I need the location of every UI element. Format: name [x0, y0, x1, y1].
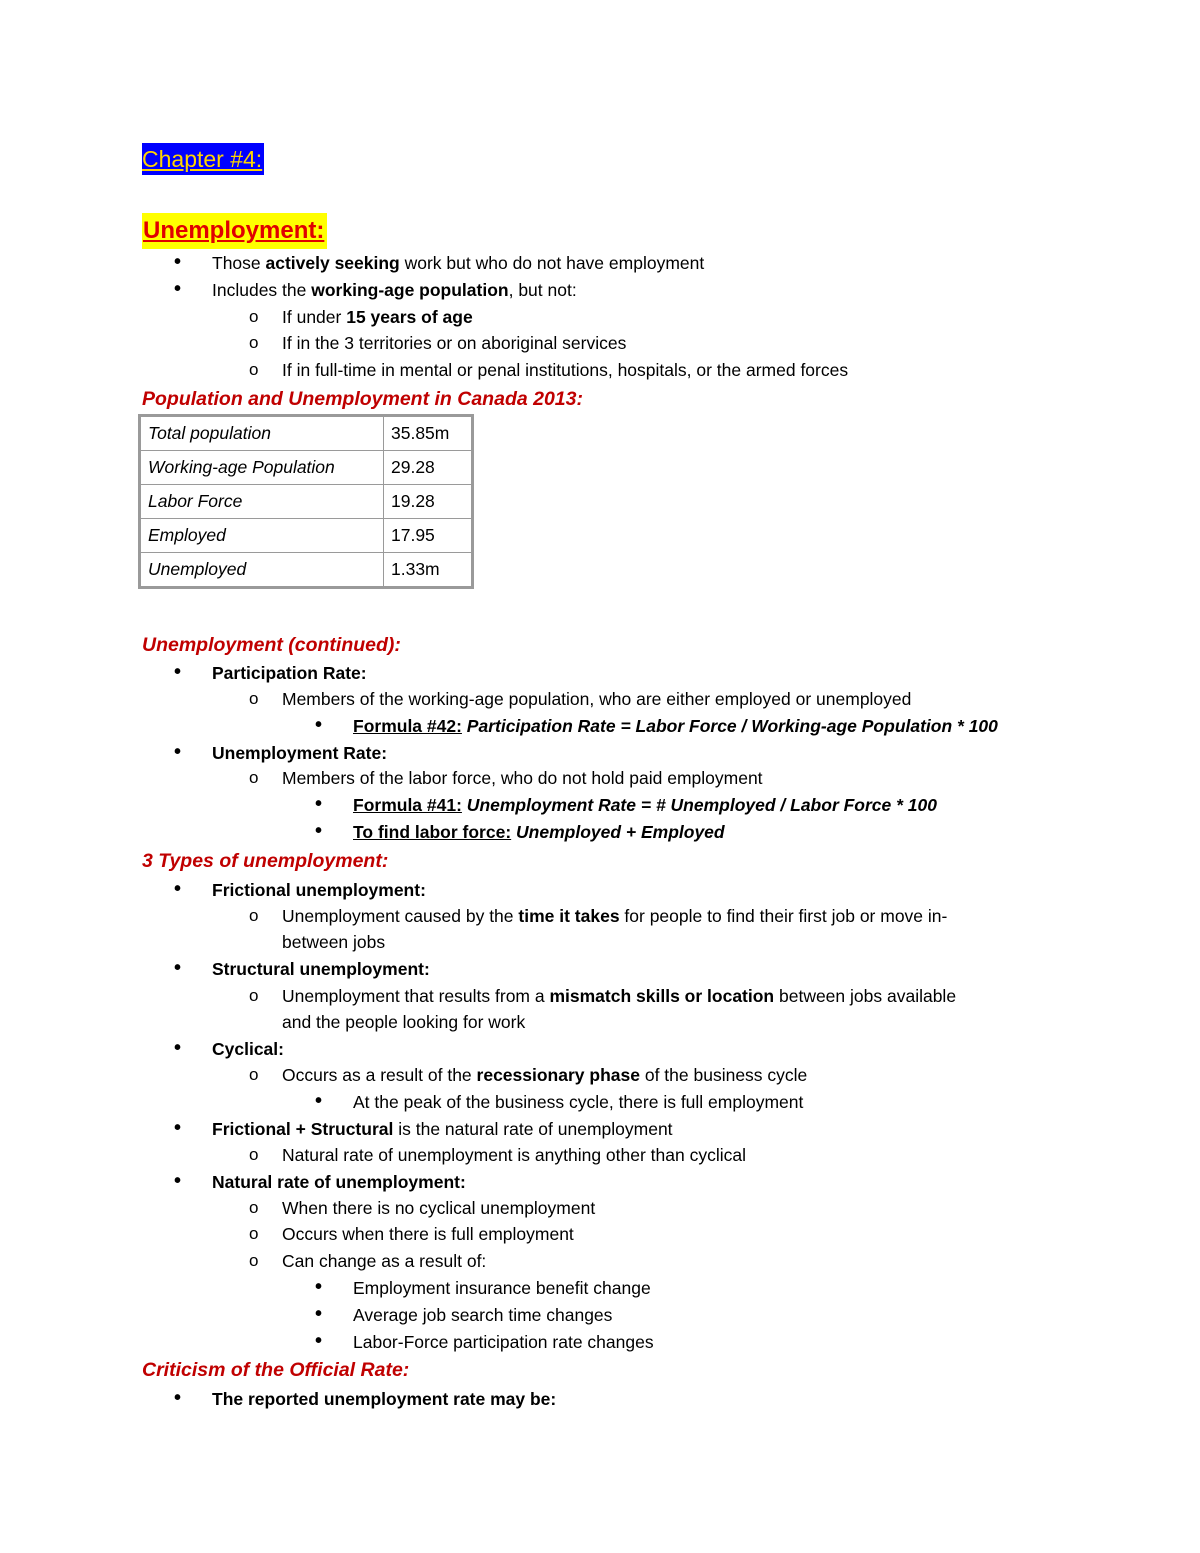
natural-sub2: Occurs when there is full employment — [282, 1224, 574, 1244]
frictional-label: Frictional unemployment: — [212, 880, 426, 900]
bullet-glyph: • — [174, 1117, 182, 1139]
natural-label: Natural rate of unemployment: — [212, 1172, 466, 1192]
sub-institutions: If in full-time in mental or penal institutions, hospitals, or the armed forces — [282, 360, 849, 380]
chapter-title: Chapter #4: — [142, 143, 264, 175]
frictional-def: Unemployment caused by the time it takes for people to find their first job or move in- — [282, 906, 948, 926]
criticism-heading: Criticism of the Official Rate: — [142, 1359, 410, 1381]
natural-sub3c: Labor-Force participation rate changes — [353, 1332, 654, 1352]
natural-sum: Frictional + Structural is the natural rate of unemployment — [212, 1119, 673, 1139]
bullet-glyph: • — [174, 741, 182, 763]
circle-glyph: o — [249, 360, 259, 379]
table-row: Unemployed 1.33m — [140, 553, 473, 588]
bullet-glyph: • — [315, 820, 323, 842]
natural-sub1: When there is no cyclical unemployment — [282, 1198, 596, 1218]
participation-rate-def: Members of the working-age population, who are either employed or unemployed — [282, 689, 912, 709]
table-row: Labor Force 19.28 — [140, 485, 473, 519]
population-table — [138, 414, 474, 589]
circle-glyph: o — [249, 307, 259, 326]
types-heading: 3 Types of unemployment: — [142, 850, 389, 872]
cyclical-label: Cyclical: — [212, 1039, 284, 1059]
bullet-glyph: • — [174, 957, 182, 979]
sub-under-15: If under 15 years of age — [282, 307, 473, 327]
bullet-glyph: • — [315, 1276, 323, 1298]
natural-sum-sub: Natural rate of unemployment is anything other than cyclical — [282, 1145, 746, 1165]
structural-def: Unemployment that results from a mismatch skills or location between jobs available — [282, 986, 957, 1006]
circle-glyph: o — [249, 768, 259, 787]
bullet-glyph: • — [174, 661, 182, 683]
circle-glyph: o — [249, 1198, 259, 1217]
bullet-glyph: • — [174, 278, 182, 300]
structural-def-cont: and the people looking for work — [282, 1012, 526, 1032]
circle-glyph: o — [249, 1224, 259, 1243]
bullet-glyph: • — [174, 251, 182, 273]
bullet-glyph: • — [315, 1303, 323, 1325]
unemployment-rate-def: Members of the labor force, who do not hold paid employment — [282, 768, 763, 788]
continued-heading: Unemployment (continued): — [142, 634, 401, 656]
bullet-glyph: • — [174, 1387, 182, 1409]
bullet-glyph: • — [174, 878, 182, 900]
circle-glyph: o — [249, 333, 259, 352]
table-row: Working-age Population 29.28 — [140, 451, 473, 485]
circle-glyph: o — [249, 689, 259, 708]
cyclical-def: Occurs as a result of the recessionary phase of the business cycle — [282, 1065, 808, 1085]
bullet-glyph: • — [315, 714, 323, 736]
labor-force-formula: To find labor force: Unemployed + Employed — [353, 822, 725, 842]
bullet-actively-seeking: Those actively seeking work but who do not have employment — [212, 253, 705, 273]
natural-sub3b: Average job search time changes — [353, 1305, 613, 1325]
sub-territories: If in the 3 territories or on aboriginal services — [282, 333, 627, 353]
participation-rate-label: Participation Rate: — [212, 663, 367, 683]
formula-41: Formula #41: Unemployment Rate = # Unemployed / Labor Force * 100 — [353, 795, 938, 815]
table-heading: Population and Unemployment in Canada 2013: — [142, 388, 583, 410]
bullet-glyph: • — [315, 1330, 323, 1352]
table-row: Employed 17.95 — [140, 519, 473, 553]
criticism-bullet: The reported unemployment rate may be: — [212, 1389, 557, 1409]
table-row: Total population 35.85m — [140, 416, 473, 451]
formula-42: Formula #42: Participation Rate = Labor Force / Working-age Population * 100 — [353, 716, 998, 736]
bullet-glyph: • — [315, 793, 323, 815]
circle-glyph: o — [249, 1145, 259, 1164]
bullet-working-age: Includes the working-age population, but not: — [212, 280, 577, 300]
circle-glyph: o — [249, 1251, 259, 1270]
frictional-def-cont: between jobs — [282, 932, 386, 952]
unemployment-rate-label: Unemployment Rate: — [212, 743, 388, 763]
circle-glyph: o — [249, 986, 259, 1005]
bullet-glyph: • — [174, 1037, 182, 1059]
cyclical-peak: At the peak of the business cycle, there is full employment — [353, 1092, 804, 1112]
circle-glyph: o — [249, 1065, 259, 1084]
circle-glyph: o — [249, 906, 259, 925]
structural-label: Structural unemployment: — [212, 959, 430, 979]
bullet-glyph: • — [174, 1170, 182, 1192]
unemployment-heading: Unemployment: — [142, 213, 327, 249]
bullet-glyph: • — [315, 1090, 323, 1112]
natural-sub3a: Employment insurance benefit change — [353, 1278, 651, 1298]
natural-sub3: Can change as a result of: — [282, 1251, 487, 1271]
